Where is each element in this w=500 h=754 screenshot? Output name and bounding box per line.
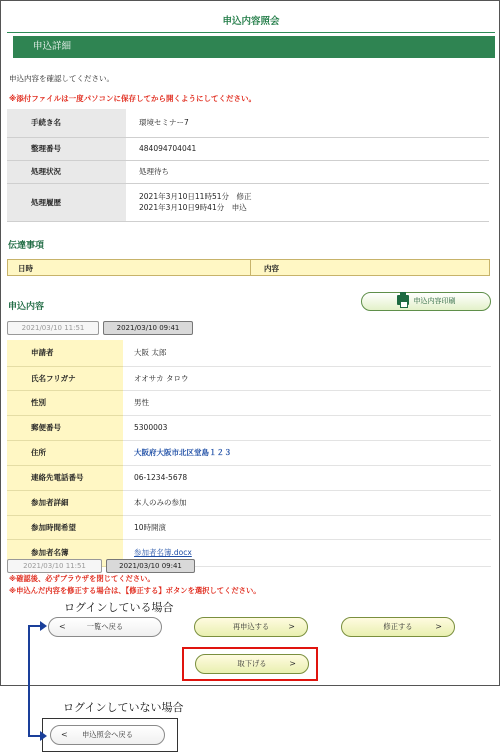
summary-label: 処理履歴 (7, 183, 126, 221)
detail-bar-label: 申込詳細 (33, 41, 72, 52)
withdraw-button[interactable] (195, 654, 309, 674)
history-line: 2021年3月10日11時51分 修正 (139, 192, 252, 201)
application-value: 10時開演 (123, 515, 491, 539)
back-to-list-label: 一覧へ戻る (86, 622, 124, 631)
summary-table (7, 109, 489, 222)
connector-arrow-bottom-icon (40, 731, 47, 741)
application-label: 性別 (7, 390, 123, 415)
application-row (7, 490, 491, 515)
summary-label: 整理番号 (7, 137, 126, 160)
page-title: 申込内容照会 (222, 16, 280, 27)
print-application-button[interactable] (361, 292, 491, 311)
application-row (7, 366, 491, 390)
notice-col-date: 日時 (18, 264, 33, 273)
summary-value: 環境セミナー7 (126, 109, 489, 137)
application-row (7, 390, 491, 415)
application-label: 参加者名簿 (7, 539, 123, 566)
notice-title: 伝達事項 (8, 241, 45, 251)
back-to-inquiry-button[interactable] (50, 725, 165, 745)
application-row (7, 415, 491, 440)
application-value: 5300003 (123, 415, 491, 440)
summary-row (7, 109, 489, 137)
connector-line-bottom (28, 735, 40, 737)
application-value: オオサカ タロウ (123, 366, 491, 390)
application-label: 申請者 (7, 340, 123, 366)
application-label: 参加者詳細 (7, 490, 123, 515)
modify-label: 修正する (383, 622, 413, 631)
application-label: 住所 (7, 440, 123, 465)
version-tab-1151-bottom[interactable]: 2021/03/10 11:51 (7, 559, 102, 573)
summary-row (7, 137, 489, 160)
application-label: 郵便番号 (7, 415, 123, 440)
application-title: 申込内容 (8, 302, 45, 312)
back-to-list-button[interactable] (48, 617, 162, 637)
reapply-label: 再申込する (232, 622, 270, 631)
application-value: 大阪 太郎 (123, 340, 491, 366)
connector-line-vertical (28, 625, 30, 737)
summary-label: 手続き名 (7, 109, 126, 137)
summary-row (7, 160, 489, 183)
history-line: 2021年3月10日9時41分 申込 (139, 203, 247, 212)
print-button-label: 申込内容印刷 (413, 297, 456, 305)
title-divider (7, 32, 495, 33)
summary-row (7, 183, 489, 221)
arrow-right-icon: > (289, 659, 296, 668)
version-tab-1151[interactable]: 2021/03/10 11:51 (7, 321, 99, 335)
connector-line-top (28, 625, 40, 627)
arrow-left-icon: < (59, 622, 66, 631)
close-browser-warning: ※確認後、必ずブラウザを閉じてください。 (9, 574, 155, 583)
application-row (7, 340, 491, 366)
application-row (7, 515, 491, 539)
version-tab-0941-bottom[interactable]: 2021/03/10 09:41 (106, 559, 195, 573)
caption-logged-in: ログインしている場合 (64, 601, 174, 614)
detail-section-bar (7, 36, 495, 58)
application-value: 男性 (123, 390, 491, 415)
intro-text: 申込内容を確認してください。 (9, 74, 114, 83)
arrow-right-icon: > (435, 622, 442, 631)
back-to-inquiry-label: 申込照会へ戻る (81, 730, 134, 739)
application-value: 本人のみの参加 (123, 490, 491, 515)
arrow-right-icon: > (288, 622, 295, 631)
withdraw-label: 取下げる (237, 659, 267, 668)
application-row (7, 440, 491, 465)
attachment-warning: ※添付ファイルは一度パソコンに保存してから開くようにしてください。 (9, 94, 256, 103)
modify-button[interactable] (341, 617, 455, 637)
modify-warning: ※申込んだ内容を修正する場合は、【修正する】ボタンを選択してください。 (9, 586, 261, 595)
application-row (7, 465, 491, 490)
application-table (7, 340, 491, 567)
notice-col-content: 内容 (264, 264, 279, 273)
application-label: 参加時間希望 (7, 515, 123, 539)
summary-label: 処理状況 (7, 160, 126, 183)
application-label: 連絡先電話番号 (7, 465, 123, 490)
application-value: 06-1234-5678 (123, 465, 491, 490)
caption-logged-out: ログインしていない場合 (63, 701, 184, 714)
notice-table-header (7, 259, 490, 276)
printer-icon (397, 295, 409, 305)
application-label: 氏名フリガナ (7, 366, 123, 390)
arrow-left-icon: < (61, 730, 68, 739)
version-tab-0941[interactable]: 2021/03/10 09:41 (103, 321, 193, 335)
summary-value (126, 183, 489, 221)
bar-marker (7, 36, 13, 58)
address-value: 大阪府大阪市北区堂島１２３ (134, 448, 232, 457)
notice-col-divider (250, 260, 251, 275)
participant-list-link[interactable]: 参加者名簿.docx (134, 548, 192, 557)
reapply-button[interactable] (194, 617, 308, 637)
summary-value: 484094704041 (126, 137, 489, 160)
connector-arrow-top-icon (40, 621, 47, 631)
summary-value: 処理待ち (126, 160, 489, 183)
